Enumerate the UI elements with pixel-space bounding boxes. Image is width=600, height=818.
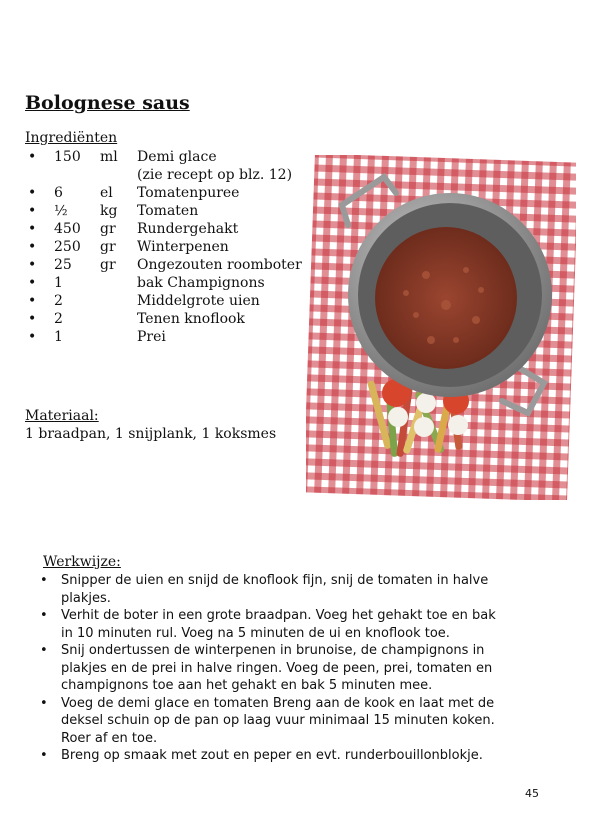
method-list	[40, 572, 510, 765]
mozzarella-ball	[388, 407, 408, 427]
ingredient-name: Tomaten	[137, 203, 199, 219]
bullet-icon: •	[28, 221, 37, 237]
method-step-text: Snij ondertussen de winterpenen in brunoise, de champignons in plakjes en de prei in halve ringen. Voeg de peen, prei, tomaten en champignons toe aan het gehakt en bak 5 minuten mee.	[61, 643, 493, 693]
bolognese-sauce	[375, 227, 517, 369]
materials-text: 1 braadpan, 1 snijplank, 1 koksmes	[25, 426, 277, 442]
method-step	[40, 747, 510, 765]
recipe-photo	[306, 155, 576, 500]
materials-heading: Materiaal:	[25, 408, 99, 424]
ingredient-unit: gr	[100, 221, 116, 237]
bullet-icon: •	[28, 203, 37, 219]
ingredient-name: Middelgrote uien	[137, 293, 260, 309]
ingredient-name: Tenen knoflook	[137, 311, 245, 327]
ingredient-quantity: ½	[54, 203, 68, 219]
bullet-icon: •	[28, 257, 37, 273]
ingredient-name: bak Champignons	[137, 275, 265, 291]
method-step-text: Breng op smaak met zout en peper en evt. runderbouillonblokje.	[61, 748, 483, 763]
bullet-icon: •	[28, 293, 37, 309]
bullet-icon: •	[40, 643, 48, 658]
ingredient-note: (zie recept op blz. 12)	[137, 167, 293, 183]
ingredient-quantity: 2	[54, 311, 63, 327]
ingredient-quantity: 6	[54, 185, 63, 201]
ingredient-quantity: 1	[54, 329, 63, 345]
method-step-text: Verhit de boter in een grote braadpan. Voeg het gehakt toe en bak in 10 minuten rul. Voeg na 5 minuten de ui en knoflook toe.	[61, 608, 496, 641]
ingredient-unit: kg	[100, 203, 118, 219]
ingredient-quantity: 1	[54, 275, 63, 291]
bullet-icon: •	[28, 275, 37, 291]
page-number: 45	[525, 787, 539, 800]
method-step	[40, 642, 510, 695]
bullet-icon: •	[40, 608, 48, 623]
ingredient-quantity: 2	[54, 293, 63, 309]
bullet-icon: •	[28, 329, 37, 345]
ingredient-unit: gr	[100, 257, 116, 273]
bullet-icon: •	[28, 149, 37, 165]
ingredient-name: Tomatenpuree	[137, 185, 240, 201]
recipe-title: Bolognese saus	[25, 92, 190, 114]
bullet-icon: •	[28, 311, 37, 327]
ingredient-name: Rundergehakt	[137, 221, 239, 237]
bullet-icon: •	[28, 185, 37, 201]
ingredient-quantity: 25	[54, 257, 72, 273]
method-step	[40, 695, 510, 748]
ingredient-name: Demi glace	[137, 149, 217, 165]
method-step	[40, 572, 510, 607]
ingredient-name: Winterpenen	[137, 239, 229, 255]
ingredient-quantity: 450	[54, 221, 81, 237]
mozzarella-ball	[416, 393, 436, 413]
method-heading: Werkwijze:	[43, 554, 121, 570]
bullet-icon: •	[40, 573, 48, 588]
ingredient-unit: ml	[100, 149, 118, 165]
method-step-text: Snipper de uien en snijd de knoflook fijn, snij de tomaten in halve plakjes.	[61, 573, 489, 606]
ingredient-unit: el	[100, 185, 113, 201]
ingredient-quantity: 250	[54, 239, 81, 255]
method-step	[40, 607, 510, 642]
bullet-icon: •	[28, 239, 37, 255]
method-step-text: Voeg de demi glace en tomaten Breng aan de kook en laat met de deksel schuin op de pan op laag vuur minimaal 15 minuten koken. Roer af en toe.	[61, 695, 495, 746]
ingredient-unit: gr	[100, 239, 116, 255]
bullet-icon: •	[40, 748, 48, 763]
mozzarella-ball	[414, 417, 434, 437]
mozzarella-ball	[448, 415, 468, 435]
ingredients-heading: Ingrediënten	[25, 130, 118, 146]
ingredient-quantity: 150	[54, 149, 81, 165]
ingredient-name: Ongezouten roomboter	[137, 257, 302, 273]
ingredient-name: Prei	[137, 329, 166, 345]
bullet-icon: •	[40, 695, 48, 711]
